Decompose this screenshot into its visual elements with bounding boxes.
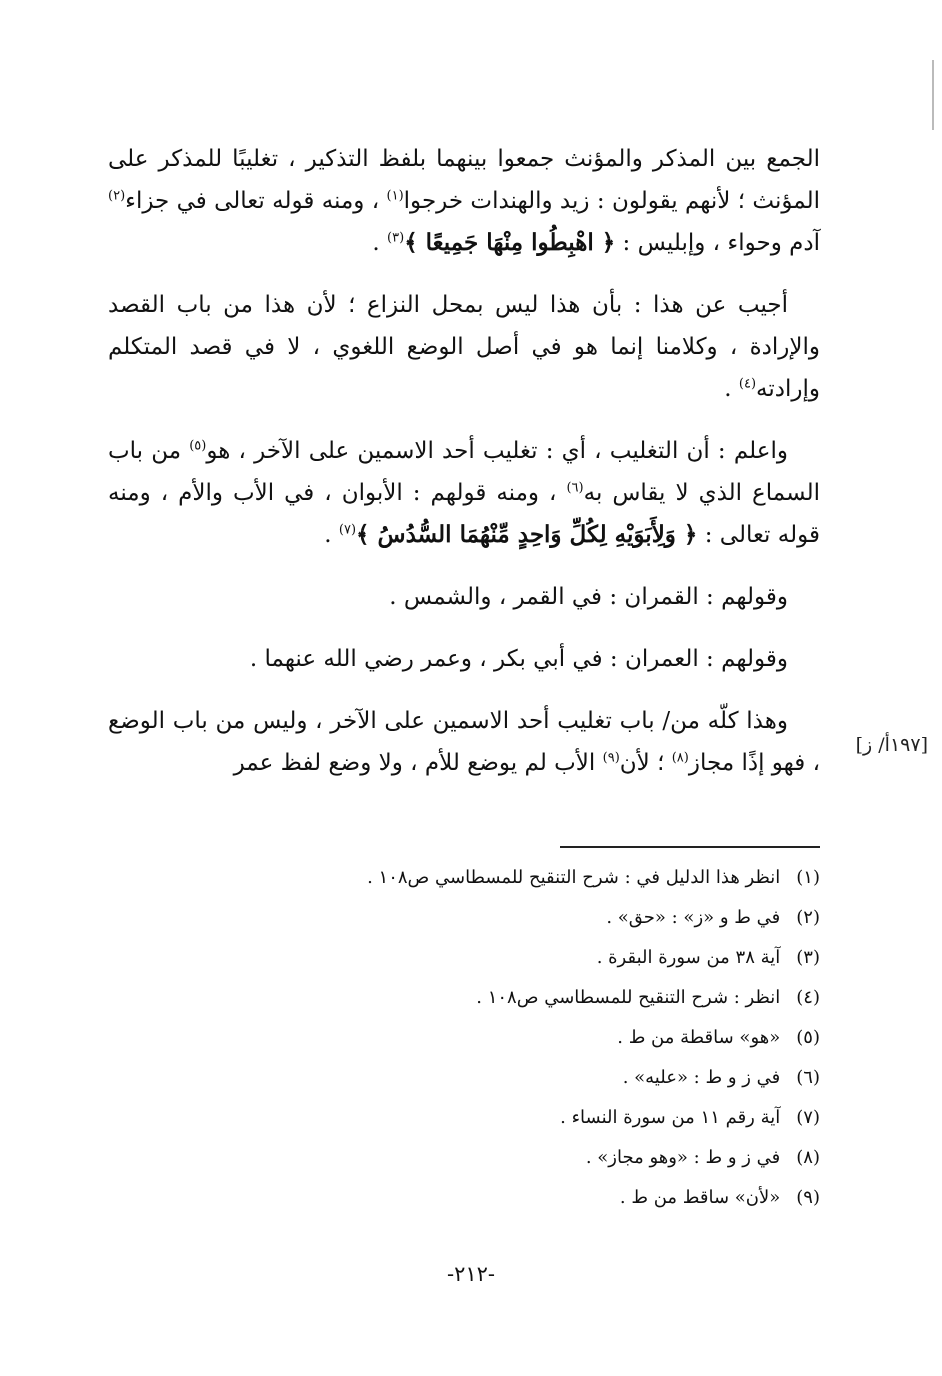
paragraph-text: من باب السماع الذي لا يقاس به [108, 438, 820, 506]
quran-verse: ﴿ وَلِأَبَوَيْهِ لِكُلِّ وَاحِدٍ مِّنْهُمَا السُّدُسُ ﴾ [356, 521, 698, 548]
footnote-number: (١) [796, 867, 820, 888]
paragraph-text: . [372, 230, 388, 256]
paragraph-text: واعلم : أن التغليب ، أي : تغليب أحد الاسمين على الآخر ، هو [206, 438, 788, 464]
footnote-number: (٦) [796, 1067, 820, 1088]
paragraph-text: وقولهم : القمران : في القمر ، والشمس . [389, 584, 788, 610]
footnote-ref-7[interactable]: (٧) [338, 522, 357, 538]
manuscript-folio-note: [١٩٧أ/ ز] [855, 734, 928, 756]
footnote-separator [560, 846, 820, 848]
paragraph-2 [108, 284, 820, 410]
main-text [108, 138, 820, 804]
footnote-item [108, 1138, 820, 1178]
paragraph-text: الأب لم يوضع للأم ، ولا وضع لفظ عمر [233, 750, 603, 776]
footnote-ref-5[interactable]: (٥) [189, 438, 207, 454]
footnote-item [108, 1018, 820, 1058]
paragraph-text: وهذا كلّه من/ باب تغليب أحد الاسمين على الآخر ، وليس من باب الوضع ، فهو إذًا مجاز [108, 708, 820, 776]
footnote-text: في ز و ط : «وهو مجاز» . [585, 1147, 781, 1168]
paragraph-text: آدم وحواء ، وإبليس : [615, 230, 820, 256]
footnote-item [108, 898, 820, 938]
footnote-ref-3[interactable]: (٣) [387, 230, 405, 246]
footnote-item [108, 978, 820, 1018]
paragraph-5 [108, 638, 820, 680]
footnote-ref-6[interactable]: (٦) [566, 480, 584, 496]
footnote-item [108, 938, 820, 978]
paragraph-text: الجمع بين المذكر والمؤنث جمعوا بينهما بلفظ التذكير ، تغليبًا للمذكر على المؤنث ؛ لأنهم يقولون : زيد والهندات خرجوا [108, 146, 820, 214]
footnote-item [108, 858, 820, 898]
page-edge-mark [932, 60, 934, 130]
footnote-number: (٢) [796, 907, 820, 928]
paragraph-3 [108, 430, 820, 556]
footnote-text: آية رقم ١١ من سورة النساء . [560, 1107, 781, 1128]
footnote-ref-2[interactable]: (٢) [108, 188, 126, 204]
footnote-text: انظر : شرح التنقيح للمسطاسي ص١٠٨ . [476, 987, 781, 1008]
paragraph-6 [108, 700, 820, 784]
footnote-item [108, 1178, 820, 1218]
paragraph-text: ؛ لأن [619, 750, 672, 776]
footnote-ref-8[interactable]: (٨) [671, 750, 689, 766]
footnote-item [108, 1098, 820, 1138]
footnote-text: آية ٣٨ من سورة البقرة . [596, 947, 781, 968]
footnotes-list [108, 858, 820, 1218]
page-number: -٢١٢- [446, 1262, 496, 1286]
footnote-number: (٧) [796, 1107, 820, 1128]
footnote-number: (٣) [796, 947, 820, 968]
footnote-ref-1[interactable]: (١) [386, 188, 404, 204]
footnote-text: «هو» ساقطة من ط . [617, 1027, 781, 1048]
footnote-number: (٩) [796, 1187, 820, 1208]
paragraph-text: ، ومنه قولهم : الأبوان ، في الأب والأم ، ومنه قوله تعالى : [108, 480, 820, 548]
footnote-number: (٨) [796, 1147, 820, 1168]
paragraph-text: . [324, 522, 339, 548]
footnote-text: انظر هذا الدليل في : شرح التنقيح للمسطاسي ص١٠٨ . [367, 867, 781, 888]
footnote-text: في ز و ط : «عليه» . [622, 1067, 781, 1088]
paragraph-text: أجيب عن هذا : بأن هذا ليس بمحل النزاع ؛ لأن هذا من باب القصد والإرادة ، وكلامنا إنما هو في أصل الوضع اللغوي ، لا في قصد المتكلم وإرادته [108, 292, 820, 402]
footnote-number: (٥) [796, 1027, 820, 1048]
footnote-text: في ط و «ز» : «حق» . [606, 907, 781, 928]
footnote-number: (٤) [796, 987, 820, 1008]
footnote-item [108, 1058, 820, 1098]
footnote-ref-4[interactable]: (٤) [738, 376, 757, 392]
footnote-ref-9[interactable]: (٩) [602, 750, 620, 766]
paragraph-text: وقولهم : العمران : في أبي بكر ، وعمر رضي الله عنهما . [249, 646, 788, 672]
paragraph-text: . [724, 376, 739, 402]
paragraph-1 [108, 138, 820, 264]
footnote-text: «لأن» ساقط من ط . [619, 1187, 781, 1208]
quran-verse: ﴿ اهْبِطُوا مِنْهَا جَمِيعًا ﴾ [404, 229, 616, 256]
paragraph-text: ، ومنه قوله تعالى في جزاء [125, 188, 387, 214]
paragraph-4 [108, 576, 820, 618]
